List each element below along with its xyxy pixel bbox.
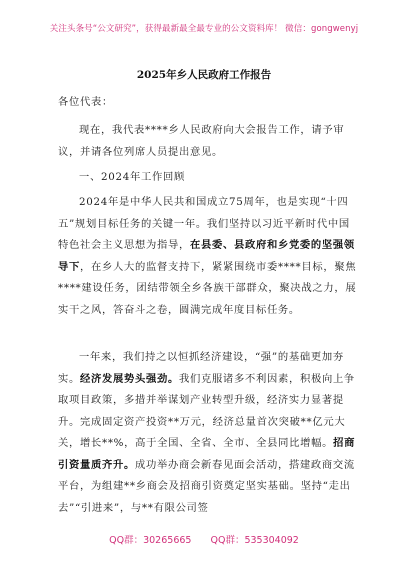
review-paragraph-2 xyxy=(58,347,358,519)
emphasis-text: 招商引资量质齐升。 xyxy=(58,437,356,471)
paragraph-text: ，在乡人大的监督支持下，紧紧围绕市委****目标，聚焦****建设任务，团结带领全乡各族干部群众，聚决战之力，展实干之风，答奋斗之卷，圆满完成年度目标任务。 xyxy=(58,260,357,316)
paragraph-text: 2024年是中华人民共和国成立75周年，也是实现“十四五”规划目标任务的关键一年。我们坚持以习近平新时代中国特色社会主义思想为指导， xyxy=(58,196,350,251)
top-promo-banner: 关注头条号“公文研究”，获得最新最全最专业的公文资料库！ 微信：gongwenyj xyxy=(49,24,359,34)
salutation: 各位代表： xyxy=(58,96,113,108)
qq-group-2: QQ群：535304092 xyxy=(210,535,299,546)
emphasis-text: 在县委、县政府和乡党委的坚强领导下 xyxy=(58,239,355,273)
emphasis-text: 经济发展势头强劲。 xyxy=(80,372,179,385)
intro-paragraph: 现在，我代表****乡人民政府向大会报告工作，请予审议，并请各位列席人员提出意见。 xyxy=(58,124,345,158)
paragraph-text: 成功举办商会新春见面会活动，搭建政商交流平台，为组建**乡商会及招商引资奠定坚实基础。坚持“走出去”“引进来”，与**有限公司签 xyxy=(58,458,355,514)
bottom-promo-banner xyxy=(0,532,408,546)
review-paragraph-1 xyxy=(58,192,358,321)
qq-group-1: QQ群：30265665 xyxy=(109,535,192,546)
paragraph-text: 我们克服诸多不利因素，积极向上争取项目政策，多措并举谋划产业转型升级，经济实力显著提升。完成固定资产投资**万元，经济总量首次突破**亿元大关，增长**%，高于全国、全省、全市、全县同比增幅。 xyxy=(58,372,355,449)
paragraph-text: 一年来，我们持之以恒抓经济建设，“强”的基础更加夯实。 xyxy=(58,351,344,385)
document-title: 2025年乡人民政府工作报告 xyxy=(136,69,272,81)
section-heading: 一、2024年工作回顾 xyxy=(79,171,185,183)
